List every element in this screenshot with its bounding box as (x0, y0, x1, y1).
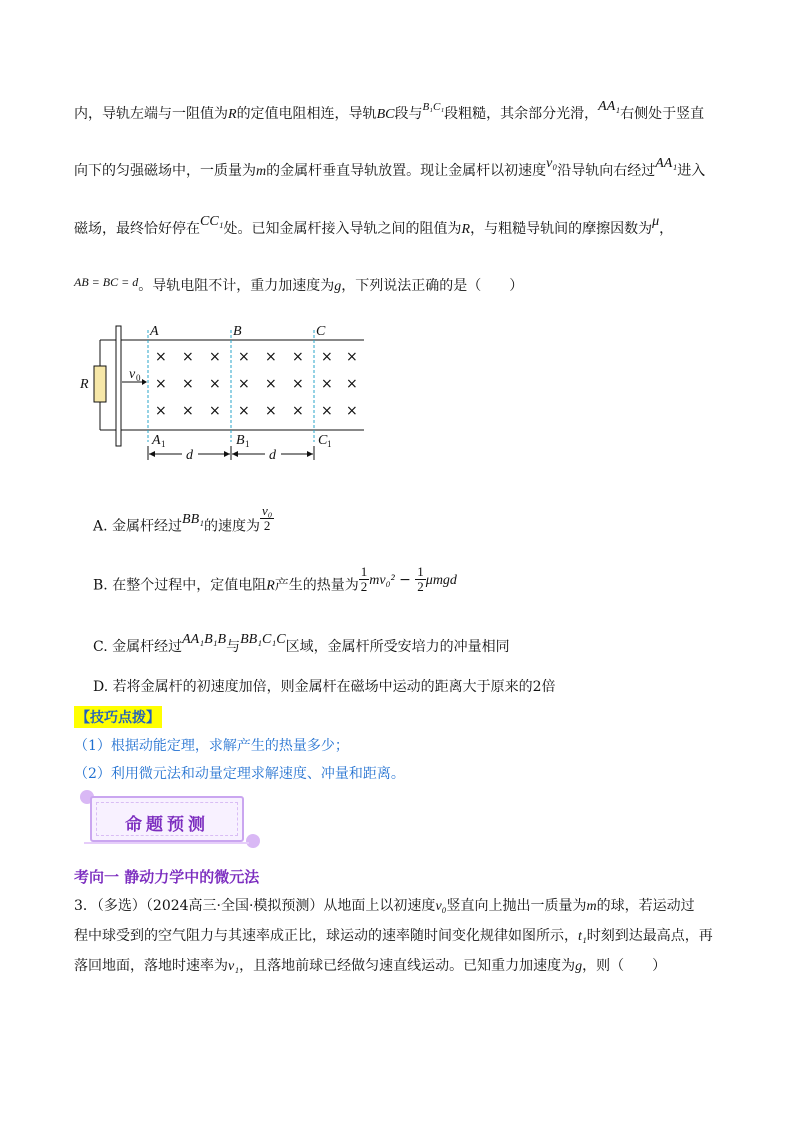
dim-arrow (224, 451, 230, 457)
symbol-BC: BC (376, 107, 395, 122)
text: 竖直向上抛出一质量为 (446, 898, 587, 914)
tip-line-2: （2）利用微元法和动量定理求解速度、冲量和距离。 (74, 766, 405, 782)
symbol-g: g (575, 959, 583, 974)
symbol-v1: v₁ (228, 959, 240, 974)
dim-arrow (149, 451, 155, 457)
field-cross: × (321, 376, 333, 392)
label-C1: C (318, 433, 328, 448)
symbol-AA1: AA₁ (598, 99, 621, 114)
option-c-text: 区域，金属杆所受安培力的冲量相同 (285, 639, 510, 655)
text: 右侧处于竖直 (620, 106, 705, 122)
symbol-R: R (461, 222, 471, 237)
text: 磁场，最终恰好停在 (74, 221, 200, 237)
text: ，与粗糙导轨间的摩擦因数为 (470, 221, 653, 237)
symbol-CC1: CC₁ (200, 214, 224, 229)
question-3-line-2 (74, 926, 740, 947)
label-C1-sub: 1 (327, 439, 332, 449)
label-B1-sub: 1 (245, 439, 250, 449)
field-cross: × (209, 403, 221, 419)
label-C: C (316, 324, 326, 339)
text: ，且落地前球已经做匀速直线运动。已知重力加速度为 (239, 958, 576, 974)
field-cross: × (155, 349, 167, 365)
symbol-BB1C1C: BB₁C₁C (240, 632, 286, 647)
intro-line-2 (74, 156, 740, 182)
term-mv0-squared: mv₀² (369, 572, 395, 588)
symbol-AA1: AA₁ (655, 156, 678, 171)
text: ，则（ ） (582, 958, 667, 974)
symbol-mu: μ (652, 214, 660, 229)
intro-line-3 (74, 214, 740, 240)
option-c-text: 与 (226, 639, 241, 655)
field-cross: × (238, 376, 250, 392)
symbol-g: g (334, 279, 342, 294)
option-b-text: 产生的热量为 (274, 577, 359, 594)
text: ， (659, 221, 674, 237)
label-A1: A (152, 433, 161, 448)
tip-title: 【技巧点拨】 (74, 706, 162, 728)
symbol-BB1: BB₁ (182, 511, 204, 527)
section-heading: 考向一 静动力学中的微元法 (74, 868, 260, 886)
text: 进入 (677, 163, 706, 179)
rail-magnetic-field-diagram (74, 318, 374, 468)
option-d-text: D. 若将金属杆的初速度加倍，则金属杆在磁场中运动的距离大于原来的2倍 (93, 679, 556, 695)
field-cross: × (238, 403, 250, 419)
intro-line-1 (74, 99, 740, 125)
dim-label-d1: d (186, 448, 193, 463)
velocity-label: v (129, 367, 136, 382)
banner-underline (84, 842, 249, 844)
text: 落回地面，落地时速率为 (74, 958, 228, 974)
metal-rod (116, 326, 121, 446)
field-cross: × (182, 376, 194, 392)
label-B: B (233, 324, 242, 339)
equation-ab-bc-d: AB = BC = d (74, 275, 139, 289)
symbol-R: R (228, 107, 237, 122)
intro-line-4 (74, 276, 740, 297)
field-cross: × (265, 403, 277, 419)
field-cross: × (292, 349, 304, 365)
fraction-v0-over-2: $\frac{\text{v₀}}{2}$ (262, 503, 273, 533)
symbol-R: R (266, 578, 275, 594)
text: 时刻到达最高点，再 (586, 928, 713, 944)
text: 的球，若运动过 (596, 898, 695, 914)
field-cross: × (321, 403, 333, 419)
symbol-AA1B1B: AA₁B₁B (182, 632, 227, 647)
symbol-v0: v₀ (435, 899, 447, 914)
dim-label-d2: d (269, 448, 276, 463)
option-a-text: 的速度为 (204, 518, 260, 535)
resistor-label: R (80, 377, 89, 392)
magnetic-field-crosses (155, 349, 358, 419)
field-cross: × (292, 403, 304, 419)
field-cross: × (265, 376, 277, 392)
field-cross: × (321, 349, 333, 365)
banner-title: 命题预测 (125, 815, 209, 835)
symbol-m: m (256, 164, 267, 179)
term-mu-mgd: μmgd (425, 572, 457, 588)
dim-arrow (307, 451, 313, 457)
text: ，下列说法正确的是（ ） (341, 278, 524, 294)
dim-arrow (232, 451, 238, 457)
option-c[interactable] (93, 632, 510, 656)
question-3-line-3 (74, 956, 740, 977)
text: 段与 (394, 106, 423, 122)
text: 的金属杆垂直导轨放置。现让金属杆以初速度 (266, 163, 547, 179)
label-A1-sub: 1 (161, 439, 166, 449)
field-cross: × (182, 349, 194, 365)
option-d[interactable] (93, 676, 556, 696)
minus-sign: − (394, 571, 416, 588)
resistor (94, 366, 106, 402)
field-cross: × (292, 376, 304, 392)
question-3-line-1 (74, 896, 740, 917)
label-A: A (150, 324, 159, 339)
text: 处。已知金属杆接入导轨之间的阻值为 (223, 221, 462, 237)
symbol-m: m (586, 899, 597, 914)
tip-line-1: （1）根据动能定理，求解产生的热量多少； (74, 738, 349, 754)
text: 。导轨电阻不计，重力加速度为 (138, 278, 335, 294)
label-B1: B (236, 433, 245, 448)
symbol-B1C1: B₁C₁ (422, 101, 445, 113)
text: 程中球受到的空气阻力与其速率成正比，球运动的速率随时间变化规律如图所示， (74, 928, 578, 944)
field-cross: × (155, 376, 167, 392)
option-c-text: C. 金属杆经过 (93, 639, 183, 655)
symbol-v0: v₀ (546, 156, 558, 171)
velocity-arrowhead (142, 379, 147, 385)
text: 3．（多选）（2024高三·全国·模拟预测）从地面上以初速度 (74, 898, 436, 914)
text: 内，导轨左端与一阻值为 (74, 106, 228, 122)
field-cross: × (265, 349, 277, 365)
symbol-t1: t₁ (578, 929, 587, 944)
field-cross: × (155, 403, 167, 419)
banner-box (90, 796, 244, 842)
field-cross: × (209, 376, 221, 392)
option-b-text: B. 在整个过程中，定值电阻 (93, 577, 267, 594)
banner-dot-right (246, 834, 260, 848)
velocity-subscript: 0 (136, 373, 141, 383)
field-cross: × (209, 349, 221, 365)
text: 段粗糙，其余部分光滑， (444, 106, 599, 122)
field-cross: × (346, 349, 358, 365)
field-cross: × (346, 403, 358, 419)
prediction-banner (76, 792, 256, 850)
field-cross: × (238, 349, 250, 365)
field-cross: × (182, 403, 194, 419)
text: 向下的匀强磁场中，一质量为 (74, 163, 256, 179)
fraction-one-half: $\frac{1}{2}$ (360, 564, 368, 594)
option-a-text: A. 金属杆经过 (93, 518, 183, 535)
option-a[interactable] (93, 503, 274, 541)
text: 的定值电阻相连，导轨 (236, 106, 377, 122)
fraction-one-half: $\frac{1}{2}$ (417, 564, 424, 594)
option-b[interactable] (93, 564, 457, 600)
text: 沿导轨向右经过 (557, 163, 656, 179)
field-cross: × (346, 376, 358, 392)
